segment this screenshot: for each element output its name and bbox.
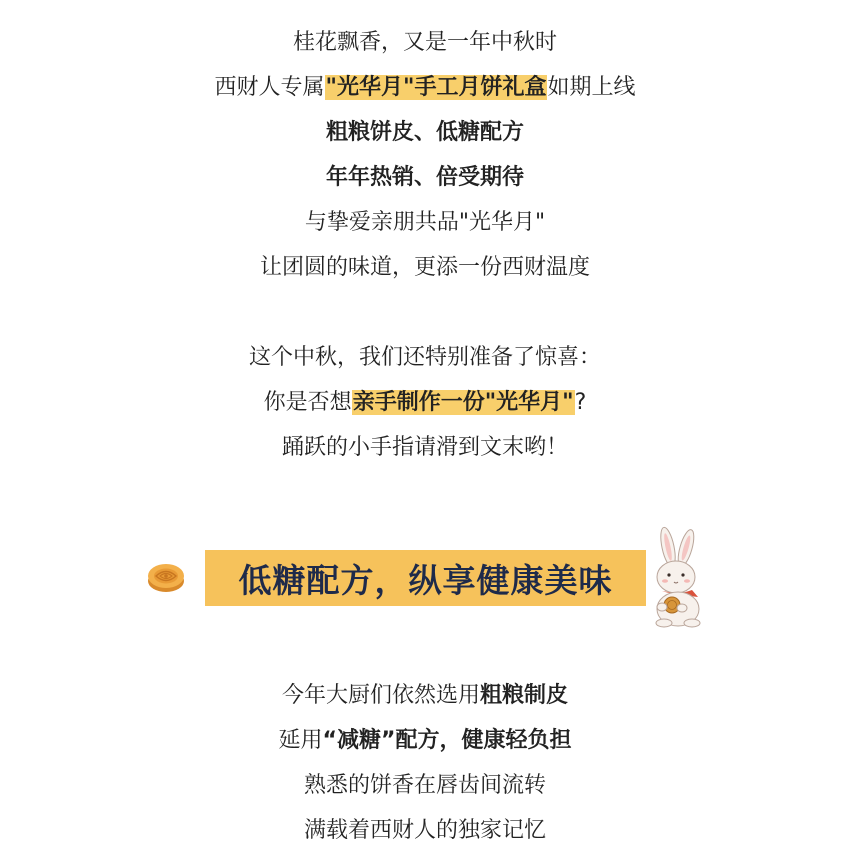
body-line-2-bold: “减糖”配方，健康轻负担 <box>322 728 572 753</box>
body-line-2 <box>0 726 850 756</box>
surprise-line-2-suffix: ? <box>574 390 587 415</box>
surprise-line-2 <box>0 388 850 418</box>
surprise-line-3: 踊跃的小手指请滑到文末哟！ <box>281 435 568 460</box>
surprise-line-2-prefix: 你是否想 <box>263 390 352 415</box>
body-line-1-bold: 粗粮制皮 <box>480 683 569 708</box>
rabbit-mooncake-illustration <box>640 525 710 630</box>
body-line-2-prefix: 延用 <box>278 728 323 753</box>
product-highlight: "光华月"手工月饼礼盒 <box>325 75 547 100</box>
section-title-banner <box>205 550 646 606</box>
intro-line-6: 让团圆的味道，更添一份西财温度 <box>259 255 590 280</box>
diy-highlight: 亲手制作一份"光华月" <box>352 390 574 415</box>
body-line-1 <box>0 681 850 711</box>
intro-line-2-prefix: 西财人专属 <box>214 75 325 100</box>
body-line-4: 满载着西财人的独家记忆 <box>303 818 546 843</box>
surprise-line-1: 这个中秋，我们还特别准备了惊喜： <box>248 345 601 370</box>
intro-line-1: 桂花飘香，又是一年中秋时 <box>292 30 557 55</box>
body-line-1-prefix: 今年大厨们依然选用 <box>281 683 480 708</box>
intro-line-3: 粗粮饼皮、低糖配方 <box>325 120 524 145</box>
intro-line-4: 年年热销、倍受期待 <box>325 165 524 190</box>
section-title: 低糖配方，纵享健康美味 <box>238 560 613 600</box>
body-line-3: 熟悉的饼香在唇齿间流转 <box>303 773 546 798</box>
intro-line-5: 与挚爱亲朋共品"光华月" <box>304 210 546 235</box>
intro-line-2 <box>0 73 850 103</box>
mooncake-icon <box>146 559 186 595</box>
intro-line-2-suffix: 如期上线 <box>547 75 636 100</box>
